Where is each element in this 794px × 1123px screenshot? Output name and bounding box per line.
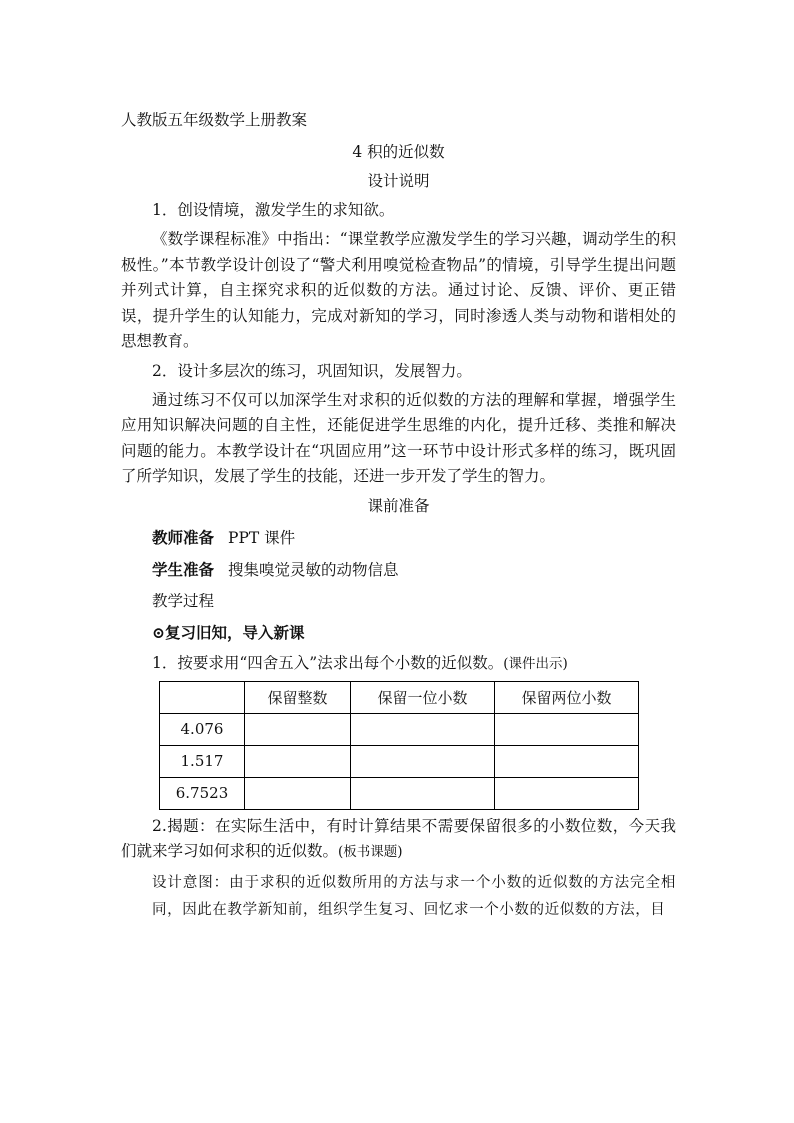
process-item-1-note: (课件出示) [503,655,568,672]
table-cell [495,713,639,745]
table-cell [245,777,351,809]
lesson-title: 4 积的近似数 [352,143,445,161]
student-prep-value: 搜集嗅觉灵敏的动物信息 [228,560,399,579]
table-cell [245,713,351,745]
process-item-2 [121,814,676,866]
table-row [160,745,639,777]
student-prep [121,557,676,583]
table-cell [245,745,351,777]
table-row-value: 4.076 [160,713,245,745]
process-item-2-text: 2.揭题：在实际生活中，有时计算结果不需要保留很多的小数位数，今天我们就来学习如何求积的近似数。 [121,816,676,860]
document-body [121,108,676,924]
doc-header: 人教版五年级数学上册教案 [121,111,308,129]
table-header-integer: 保留整数 [245,681,351,713]
section-preparation: 课前准备 [367,496,430,515]
design-point-1-body: 《数学课程标准》中指出：“课堂教学应激发学生的学习兴趣，调动学生的积极性。”本节教学设计创设了“警犬利用嗅觉检查物品”的情境，引导学生提出问题并列式计算，自主探究求积的近似数的方法。通过讨论、反馈、评价、更正错误，提升学生的认知能力，完成对新知的学习，同时渗透人类与动物和谐相处的思想教育。 [121,230,676,350]
table-row-value: 6.7523 [160,777,245,809]
section-design-note: 设计说明 [367,172,430,190]
table-header-empty [160,681,245,713]
table-header-row [160,681,639,713]
table-header-two-decimal: 保留两位小数 [495,681,639,713]
rounding-table [159,681,639,810]
student-prep-label: 学生准备 [152,559,215,579]
process-item-1 [121,651,676,677]
table-cell [495,777,639,809]
teacher-prep [121,525,676,551]
process-item-2-note: (板书课题) [338,844,403,860]
process-item-1-text: 1．按要求用“四舍五入”法求出每个小数的近似数。 [152,653,504,672]
design-point-2-title: 2．设计多层次的练习，巩固知识，发展智力。 [152,361,472,380]
teacher-prep-label: 教师准备 [152,527,215,547]
table-header-one-decimal: 保留一位小数 [351,681,495,713]
table-cell [351,713,495,745]
teacher-prep-value: PPT 课件 [228,528,296,547]
design-point-2-body: 通过练习不仅可以加深学生对求积的近似数的方法的理解和掌握，增强学生应用知识解决问题的自主性，还能促进学生思维的内化，提升迁移、类推和解决问题的能力。本教学设计在“巩固应用”这一环节中设计形式多样的练习，既巩固了所学知识，发展了学生的技能，还进一步开发了学生的智力。 [121,390,676,485]
design-intent: 设计意图：由于求积的近似数所用的方法与求一个小数的近似数的方法完全相同，因此在教学新知前，组织学生复习、回忆求一个小数的近似数的方法，目 [152,874,676,918]
section-process: 教学过程 [152,591,215,610]
table-row-value: 1.517 [160,745,245,777]
step-title: ⊙复习旧知，导入新课 [152,622,305,642]
table-cell [495,745,639,777]
table-row [160,777,639,809]
design-point-1-title: 1．创设情境，激发学生的求知欲。 [152,201,395,219]
table-row [160,713,639,745]
table-cell [351,777,495,809]
table-cell [351,745,495,777]
